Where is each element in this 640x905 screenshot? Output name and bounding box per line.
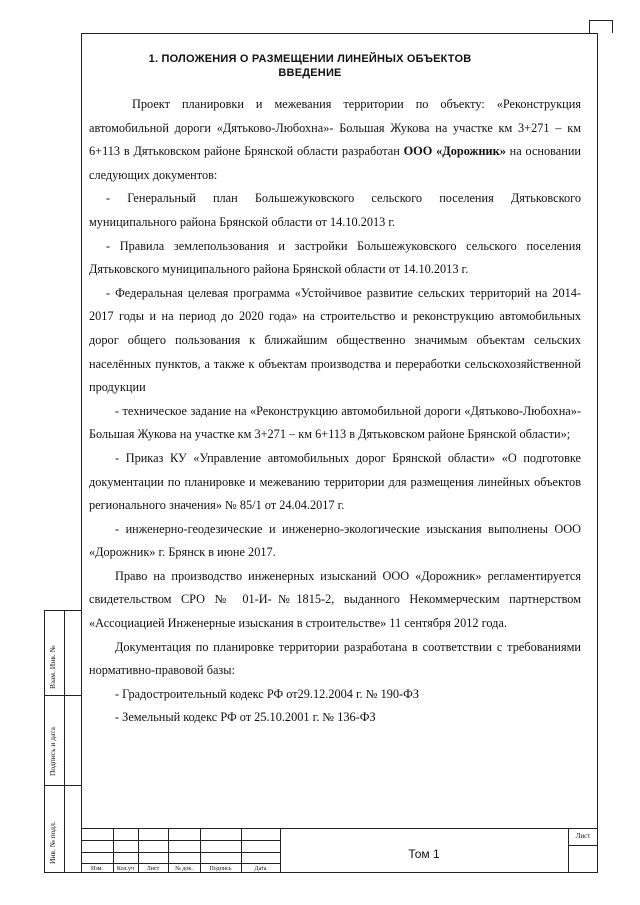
company-name: ООО «Дорожник»	[403, 144, 506, 159]
sheet-label: Лист	[575, 832, 591, 840]
col-label-doc: № док.	[175, 866, 193, 872]
paragraph	[89, 706, 581, 730]
paragraph-text: - Приказ КУ «Управление автомобильных дорог Брянской области» «О подготовке документации по планировке и межеванию территории для размещения линейных объектов регионального значения» № 85/1 от 24.04.2017 г.	[89, 450, 581, 513]
side-label-signature-date: Подпись и дата	[48, 727, 57, 776]
col-label-date: Дата	[254, 866, 267, 872]
paragraph-text: - Генеральный план Большежуковского сельского поселения Дятьковского муниципального района Брянской области от 14.10.2013 г.	[89, 191, 581, 229]
paragraph-text: - Федеральная целевая программа «Устойчивое развитие сельских территорий на 2014-2017 годы и на период до 2020 года» на строительство и реконструкцию автомобильных дорог общего пользования к ближайшим общественно значимым объектам сельских населённых пунктов, а также к объектам производства и переработки сельскохозяйственной продукции	[89, 285, 581, 395]
col-label-kol: Кол.уч	[116, 866, 135, 872]
paragraph	[89, 400, 581, 447]
paragraph-text: на основании следующих документов:	[89, 144, 582, 182]
document-body	[89, 93, 581, 730]
paragraph-text: - Правила землепользования и застройки Большежуковского сельского поселения Дятьковского муниципального района Брянской области от 14.10.2013 г.	[89, 238, 581, 277]
paragraph	[89, 447, 581, 518]
paragraph	[89, 93, 581, 187]
volume-title: Том 1	[408, 847, 440, 861]
paragraph	[89, 683, 581, 707]
heading-line-2: ВВЕДЕНИЕ	[278, 67, 342, 79]
heading-line-1: 1. ПОЛОЖЕНИЯ О РАЗМЕЩЕНИИ ЛИНЕЙНЫХ ОБЪЕКТОВ	[148, 53, 472, 65]
side-label-inv-original: Инв. № подл.	[48, 821, 57, 864]
title-block	[81, 828, 598, 873]
paragraph	[89, 187, 581, 234]
paragraph	[89, 235, 581, 282]
paragraph-text: - Земельный кодекс РФ от 25.10.2001 г. № 136-ФЗ	[115, 710, 376, 725]
side-stamp	[44, 610, 81, 873]
paragraph-text: - техническое задание на «Реконструкцию автомобильной дороги «Дятьково-Любохна»- Большая Жукова на участке км 3+271 – км 6+113 в Дятьковском районе Брянской области»;	[89, 403, 581, 442]
paragraph-text: Право на производство инженерных изысканий ООО «Дорожник» регламентируется свидетельством СРО № 01-И-№1815-2, выданного Некоммерческим партнерством «Ассоциацией Инженерные изыскания в строительстве» 11 сентября 2012 года.	[89, 568, 581, 631]
col-label-izm: Изм.	[91, 866, 103, 872]
paragraph	[89, 518, 581, 565]
paragraph-text: - Градостроительный кодекс РФ от29.12.2004 г. № 190-ФЗ	[115, 686, 420, 701]
paragraph-text: Документация по планировке территории разработана в соответствии с требованиями нормативно-правовой базы:	[89, 639, 581, 678]
frame-corner-tab	[589, 20, 613, 33]
paragraph-text: - инженерно-геодезические и инженерно-экологические изыскания выполнены ООО «Дорожник» г. Брянск в июне 2017.	[89, 521, 581, 560]
paragraph	[89, 565, 581, 636]
side-label-inv-replace: Взам. Инв. №	[48, 645, 57, 689]
col-label-list: Лист	[146, 866, 160, 872]
section-heading	[110, 52, 510, 80]
paragraph-text: Проект планировки и межевания территории по объекту: «Реконструкция автомобильной дороги «Дятьково-Любохна»- Большая Жукова на участке км 3+271 – км 6+113 в Дятьковском районе Брянской области разработан	[89, 97, 581, 159]
paragraph	[89, 636, 581, 683]
col-label-signature: Подпись	[209, 866, 232, 872]
paragraph	[89, 282, 581, 400]
